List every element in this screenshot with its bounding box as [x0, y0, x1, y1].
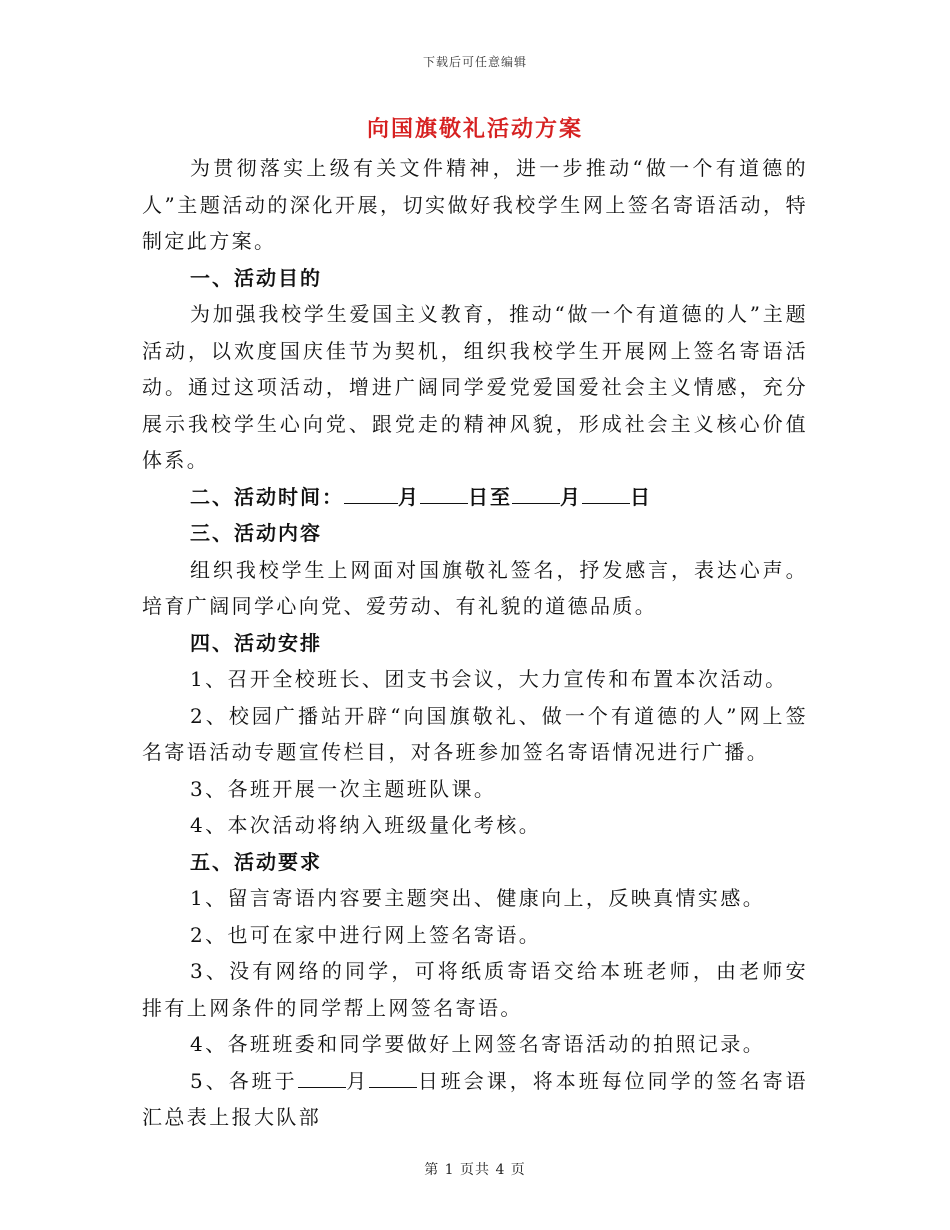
time-month-1: 月 — [398, 484, 420, 509]
requirement-item-2: 2、也可在家中进行网上签名寄语。 — [190, 922, 542, 947]
blank-end-month[interactable] — [512, 483, 560, 504]
section-heading-time — [142, 479, 808, 516]
section-heading-requirements: 五、活动要求 — [190, 849, 322, 874]
intro-paragraph: 为贯彻落实上级有关文件精神，进一步推动“做一个有道德的人”主题活动的深化开展，切实做好我校学生网上签名寄语活动，特制定此方案。 — [142, 156, 808, 253]
time-month-2: 月 — [560, 484, 582, 509]
document-title: 向国旗敬礼活动方案 — [366, 116, 583, 142]
requirement-item-1: 1、留言寄语内容要主题突出、健康向上，反映真情实感。 — [190, 886, 766, 910]
blank-report-day[interactable] — [369, 1067, 417, 1088]
time-day-to: 日至 — [468, 484, 512, 509]
requirement-5-prefix: 5、各班于 — [190, 1068, 298, 1093]
blank-report-month[interactable] — [298, 1067, 346, 1088]
arrangement-item-3: 3、各班开展一次主题班队课。 — [190, 776, 497, 801]
content-paragraph: 组织我校学生上网面对国旗敬礼签名，抒发感言，表达心声。培育广阔同学心向党、爱劳动、有礼貌的道德品质。 — [142, 557, 808, 618]
document-body — [142, 150, 808, 1136]
section-heading-content: 三、活动内容 — [190, 521, 322, 545]
requirement-item-4: 4、各班班委和同学要做好上网签名寄语活动的拍照记录。 — [190, 1032, 766, 1056]
requirement-5-month: 月 — [345, 1068, 370, 1093]
requirement-item-5 — [142, 1063, 808, 1136]
blank-end-day[interactable] — [582, 483, 630, 504]
arrangement-item-1: 1、召开全校班长、团支书会议，大力宣传和布置本次活动。 — [190, 667, 788, 691]
time-label: 二、活动时间： — [190, 484, 344, 509]
arrangement-item-2: 2、校园广播站开辟“向国旗敬礼、做一个有道德的人”网上签名寄语活动专题宣传栏目，对各班参加签名寄语情况进行广播。 — [142, 703, 808, 764]
section-heading-purpose: 一、活动目的 — [190, 265, 322, 290]
page-number: 第 1 页共 4 页 — [424, 1162, 526, 1178]
requirement-item-3: 3、没有网络的同学，可将纸质寄语交给本班老师，由老师安排有上网条件的同学帮上网签名寄语。 — [142, 959, 808, 1020]
blank-start-month[interactable] — [344, 483, 398, 504]
header-note: 下载后可任意编辑 — [422, 55, 527, 69]
purpose-paragraph: 为加强我校学生爱国主义教育，推动“做一个有道德的人”主题活动，以欢度国庆佳节为契机，组织我校学生开展网上签名寄语活动。通过这项活动，增进广阔同学爱党爱国爱社会主义情感，充分展示我校学生心向党、跟党走的精神风貌，形成社会主义核心价值体系。 — [142, 302, 808, 472]
requirement-5-suffix: 日班会课，将本班每位同学的签名寄语汇总表上报大队部 — [142, 1068, 808, 1129]
arrangement-item-4: 4、本次活动将纳入班级量化考核。 — [190, 813, 542, 837]
blank-start-day[interactable] — [420, 483, 468, 504]
time-day-end: 日 — [630, 484, 652, 509]
section-heading-arrangement: 四、活动安排 — [190, 630, 322, 655]
